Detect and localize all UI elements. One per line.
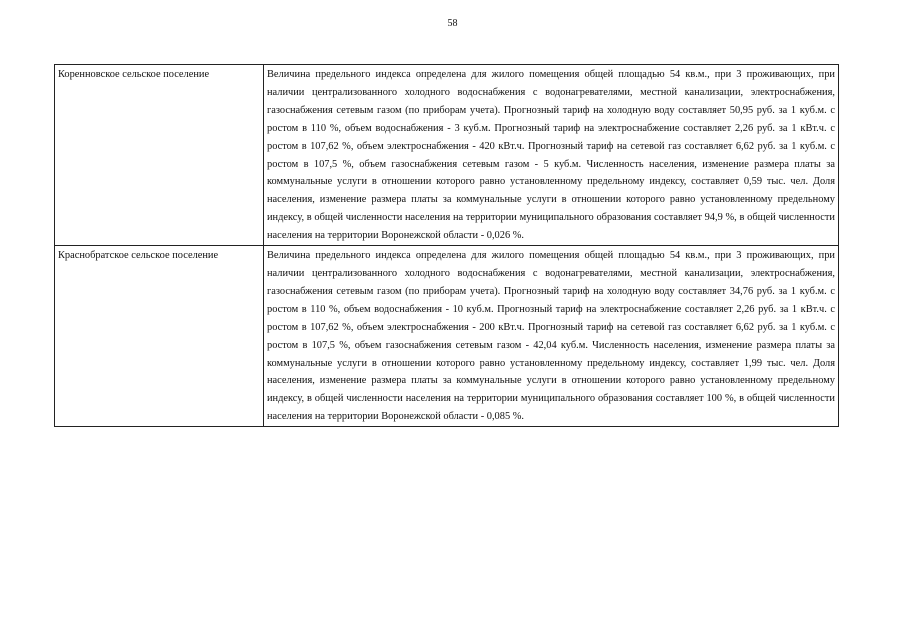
table-row xyxy=(55,246,839,427)
table-row xyxy=(55,65,839,246)
settlement-description: Величина предельного индекса определена для жилого помещения общей площадью 54 кв.м., при 3 проживающих, при наличии централизованного холодного водоснабжения с водонагревателями, местной канализации, электроснабжения, газоснабжения сетевым газом (по приборам учета). Прогнозный тариф на холодную воду составляет 34,76 руб. за 1 куб.м. с ростом в 110 %, объем водоснабжения - 10 куб.м. Прогнозный тариф на электроснабжение составляет 2,26 руб. за 1 кВт.ч. с ростом в 107,62 %, объем электроснабжения - 200 кВт.ч. Прогнозный тариф на сетевой газ составляет 6,62 руб. за 1 куб.м. с ростом в 107,5 %, объем газоснабжения сетевым газом - 42,04 куб.м. Численность населения, изменение размера платы за коммунальные услуги в отношении которого равно установленному предельному индексу, составляет 1,99 тыс. чел. Доля населения, изменение размера платы за коммунальные услуги в отношении которого равно установленному предельному индексу, в общей численности населения на территории муниципального образования составляет 100 %, в общей численности населения на территории Воронежской области - 0,085 %. xyxy=(264,246,839,427)
settlement-name: Коренновское сельское поселение xyxy=(55,65,264,246)
settlement-description: Величина предельного индекса определена для жилого помещения общей площадью 54 кв.м., при 3 проживающих, при наличии централизованного холодного водоснабжения с водонагревателями, местной канализации, электроснабжения, газоснабжения сетевым газом (по приборам учета). Прогнозный тариф на холодную воду составляет 50,95 руб. за 1 куб.м. с ростом в 110 %, объем водоснабжения - 3 куб.м. Прогнозный тариф на электроснабжение составляет 2,26 руб. за 1 кВт.ч. с ростом в 107,62 %, объем электроснабжения - 420 кВт.ч. Прогнозный тариф на сетевой газ составляет 6,62 руб. за 1 куб.м. с ростом в 107,5 %, объем газоснабжения сетевым газом - 5 куб.м. Численность населения, изменение размера платы за коммунальные услуги в отношении которого равно установленному предельному индексу, составляет 0,59 тыс. чел. Доля населения, изменение размера платы за коммунальные услуги в отношении которого равно установленному предельному индексу, в общей численности населения на территории муниципального образования составляет 94,9 %, в общей численности населения на территории Воронежской области - 0,026 %. xyxy=(264,65,839,246)
settlements-table xyxy=(54,64,839,427)
settlement-name: Краснобратское сельское поселение xyxy=(55,246,264,427)
page-number: 58 xyxy=(447,18,458,29)
